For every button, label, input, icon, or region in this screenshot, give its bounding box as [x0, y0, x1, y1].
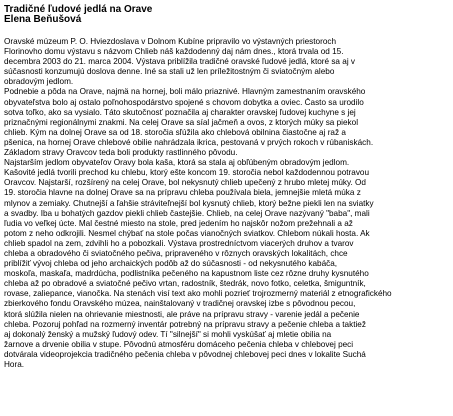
text-line: priblížiť vývoj chleba od jeho archaických podôb až do súčasnosti - od nekysnutého kabáča, — [4, 259, 338, 269]
text-line: priznačnými regionálnymi znakmi. Na celej Orave sa síal jačmeň a ovos, z ktorých múky sa piekol — [4, 117, 359, 127]
paragraph-1 — [4, 37, 450, 87]
text-line: Florinovho domu výstavu s názvom Chlieb náš každodenný daj nám dnes., ktorá trvala od 15. — [4, 47, 344, 57]
text-line: obyvateľstva bolo aj ostalo poľnohospodárstvo spojené s chovom dobytka a oviec. Často sa urodilo — [4, 97, 364, 107]
text-line: chleba a obradového či sviatočného pečiva, pripraveného v rôznych oravských lokalitách, chce — [4, 248, 348, 258]
text-line: 19. storočia hlavne na dolnej Orave sa na prípravu chleba používala biela, jemnejšie mletá múka z — [4, 188, 361, 198]
text-line: ktorá slúžila nielen na ohrievanie miestnosti, ale práve na prípravu stravy - varenie jedál a pečenie — [4, 309, 360, 319]
text-line: sotva toľko, ako sa vysialo. Táto skutočnosť poznačila aj charakter oravskej ľudovej kuchyne s jej — [4, 107, 356, 117]
text-line: pšenica, na hornej Orave chlebové obilie nahrádzala ikrica, pestovaná v prvých rokoch v rúbaniskách. — [4, 137, 374, 147]
document — [4, 5, 450, 370]
text-line: Základom stravy Oravcov teda boli produkty rastlinného pôvodu. — [4, 148, 238, 158]
text-line: aj dokonalý ženský a mužský ľudový odev. Tí "silnejší" si mohli vyskúšať aj mletie obilia na — [4, 329, 332, 339]
text-line: zbierkového fondu Oravského múzea, nainštalovaný v tradičnej oravskej izbe s pôvodnou pecou, — [4, 299, 356, 309]
text-line: Hora. — [4, 360, 25, 369]
text-line: ľudia vo veľkej úcte. Mal čestné miesto na stole, pred jedením ho najskôr nožom prežehnali a až — [4, 218, 353, 228]
paragraph-2 — [4, 87, 450, 158]
text-line: chlieb spadol na zem, zdvihli ho a pobozkali. Výstava prostredníctvom viacerých druhov a tvarov — [4, 238, 354, 248]
text-line: Oravské múzeum P. O. Hviezdoslava v Dolnom Kubíne pripravilo vo výstavných priestoroch — [4, 37, 337, 46]
text-line: chleba až po obradové a sviatočné pečivo vrtan, radostník, štedrák, novo fotko, celetka, šmiguntník, — [4, 279, 366, 289]
text-line: žarnove a drvenie obilia v stupe. Pôvodnú atmosféru domáceho pečenia chleba v chlebovej peci — [4, 339, 354, 349]
text-line: rovase, zaliepance, vianočka. Na stenách visí text ako mohli pozrieť trojrozmerný materiál z etnografického — [4, 289, 392, 299]
text-line: a svadby. Iba u bohatých gazdov piekli chlieb častejšie. Chlieb, na celej Orave nazývaný "baba", mali — [4, 208, 370, 218]
text-line: chleba. Pozoruj pohľad na rozmerný inventár potrebný na prípravu stravy a pečenie chleba a taktiež — [4, 319, 366, 329]
paragraph-3 — [4, 158, 450, 370]
text-line: Kašovité jedlá tvorili prechod ku chlebu, ktorý ešte koncom 19. storočia nebol každodennou potravou — [4, 168, 370, 178]
text-line: dotvárala videoprojekcia tradičného pečenia chleba v pôvodnej chlebovej peci dnes v lokalite Suchá — [4, 349, 366, 359]
text-line: mlynov a zemiaky. Chutnejší a ľahšie stráviteľnejší bol kysnutý chlieb, ktorý bežne piekli len na sviatky — [4, 198, 374, 208]
text-line: Najstarším jedlom obyvateľov Oravy bola kaša, ktorá sa stala aj obľúbeným obradovým jedlom. — [4, 158, 350, 168]
text-line: Podnebie a pôda na Orave, najmä na hornej, boli málo priaznivé. Hlavným zamestnaním oravského — [4, 87, 366, 97]
document-title: Tradičné ľudové jedlá na Orave — [4, 4, 153, 15]
text-line: obradovým jedlom. — [4, 77, 74, 87]
text-line: chlieb. Kým na dolnej Orave sa od 18. storočia sľúžila ako chlebová obilnina čiastočne aj raž a — [4, 127, 346, 137]
text-line: súčasnosti konzumujú doslova denne. Iné sa stali už len príležitostným či sviatočným alebo — [4, 67, 335, 77]
text-line: Oravcov. Najstarší, rozšírený na celej Orave, bol nekysnutý chlieb upečený z hrubo mletej múky. Od — [4, 178, 366, 188]
text-line: decembra 2003 do 21. marca 2004. Výstava priblížila tradičné oravské ľudové jedlá, ktoré sa aj v — [4, 57, 356, 67]
document-author: Elena Beňušová — [4, 14, 82, 25]
text-line: potom z neho odkrojili. Nesmel chýbať na stole počas vianočných sviatkov. Chlebom núkali hosta. Ak — [4, 228, 370, 238]
text-line: moskoľa, maskaľa, madrdúcha, podlistníka pečeného na kapustnom liste cez rôzne druhy kysnutého — [4, 269, 369, 279]
